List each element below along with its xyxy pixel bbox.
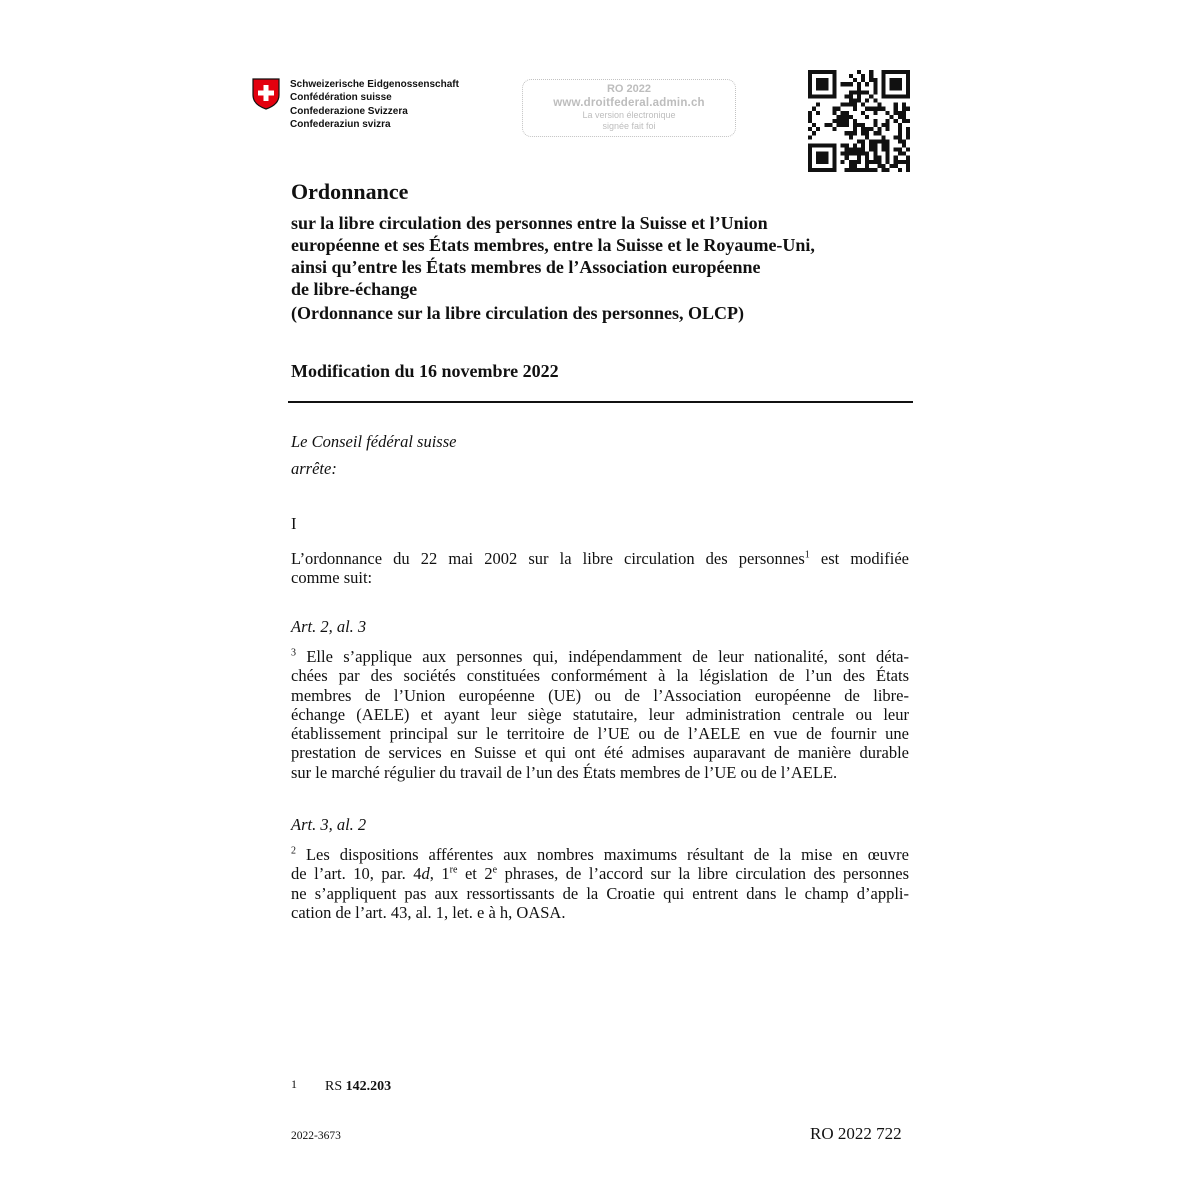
ordinal-suffix: re xyxy=(449,864,458,876)
footnote-prefix: RS xyxy=(325,1079,346,1094)
article-2-heading: Art. 2, al. 3 xyxy=(291,617,367,636)
paragraph-text: Les dispositions afférentes aux nombres maximums résultant de la mise en œuvre xyxy=(296,845,909,864)
confederation-line-de: Schweizerische Eidgenossenschaft xyxy=(290,79,459,90)
paragraph-line: chées par des sociétés constituées conformément à la législation de l’un des États xyxy=(291,666,909,686)
stamp-url[interactable]: www.droitfederal.admin.ch xyxy=(553,97,705,109)
subtitle-line: européenne et ses États membres, entre la Suisse et le Royaume-Uni, xyxy=(291,235,815,255)
publication-stamp xyxy=(522,79,736,137)
paragraph-line: prestation de services en Suisse et qui ont été admises auparavant de manière durable xyxy=(291,743,909,763)
document-number: 2022-3673 xyxy=(291,1130,341,1142)
article-3-heading: Art. 3, al. 2 xyxy=(291,815,367,834)
intro-line xyxy=(291,549,909,568)
footnote-text xyxy=(325,1079,391,1095)
paragraph-number: 2 xyxy=(291,845,296,857)
footnote-reference[interactable]: 142.203 xyxy=(345,1079,392,1094)
paragraph-line xyxy=(291,845,909,864)
stamp-line-3: La version électronique xyxy=(582,110,676,120)
swiss-coat-of-arms-icon xyxy=(252,78,280,110)
subtitle-line: sur la libre circulation des personnes entre la Suisse et l’Union xyxy=(291,213,768,233)
ordinal-suffix: e xyxy=(492,864,498,876)
qr-code-icon xyxy=(808,70,910,172)
preamble-decree: arrête: xyxy=(291,459,337,478)
intro-text: L’ordonnance du 22 mai 2002 sur la libre circulation des personnes xyxy=(291,549,805,568)
official-compilation-ref: RO 2022 722 xyxy=(810,1124,902,1143)
short-title: (Ordonnance sur la libre circulation des personnes, OLCP) xyxy=(291,303,745,323)
paragraph-line: ne s’appliquent pas aux ressortissants de la Croatie qui entrent dans le champ d’appli- xyxy=(291,883,909,903)
confederation-line-rm: Confederaziun svizra xyxy=(290,119,391,131)
intro-text: est modifiée xyxy=(809,549,909,568)
paragraph-text: phrases, de l’accord sur la libre circulation des personnes xyxy=(497,864,909,884)
article-3-paragraph xyxy=(291,845,909,922)
modification-date: Modification du 16 novembre 2022 xyxy=(291,361,559,381)
subtitle-line: de libre-échange xyxy=(291,279,418,299)
confederation-line-fr: Confédération suisse xyxy=(290,92,392,104)
paragraph-line: échange (AELE) et ayant leur siège statutaire, leur administration centrale ou leur xyxy=(291,704,909,724)
paragraph-line xyxy=(291,864,909,883)
stamp-line-1: RO 2022 xyxy=(606,83,652,95)
paragraph-text: de l’art. 10, par. 4 xyxy=(291,864,422,884)
footnote-ref[interactable]: 1 xyxy=(804,549,810,561)
paragraph-line: cation de l’art. 43, al. 1, let. e à h, OASA. xyxy=(291,902,566,922)
title-divider xyxy=(288,401,913,403)
paragraph-line xyxy=(291,647,909,666)
article-2-paragraph xyxy=(291,647,909,782)
paragraph-line: membres de l’Union européenne (UE) ou de l’Association européenne de libre- xyxy=(291,685,909,705)
paragraph-line: sur le marché régulier du travail de l’un des États membres de l’UE ou de l’AELE. xyxy=(291,762,838,782)
confederation-line-it: Confederazione Svizzera xyxy=(290,105,408,117)
confederation-name xyxy=(290,78,459,132)
paragraph-text: et 2 xyxy=(457,864,493,884)
section-intro xyxy=(291,549,909,588)
paragraph-line: établissement principal sur le territoire de l’UE ou de l’AELE en vue de fournir une xyxy=(291,724,909,744)
subtitle-line: ainsi qu’entre les États membres de l’Association européenne xyxy=(291,257,761,277)
paragraph-text-italic: d xyxy=(421,864,430,884)
intro-line: comme suit: xyxy=(291,568,373,588)
document-subtitle xyxy=(291,212,911,300)
footnote-number: 1 xyxy=(291,1077,297,1091)
stamp-line-4: signée fait foi xyxy=(602,121,656,131)
document-title: Ordonnance xyxy=(291,179,409,204)
paragraph-text: Elle s’applique aux personnes qui, indépendamment de leur nationalité, sont déta- xyxy=(296,647,909,666)
section-number: I xyxy=(291,514,297,533)
preamble-authority: Le Conseil fédéral suisse xyxy=(291,432,457,451)
paragraph-number: 3 xyxy=(291,647,296,659)
paragraph-text: , 1 xyxy=(429,864,450,884)
